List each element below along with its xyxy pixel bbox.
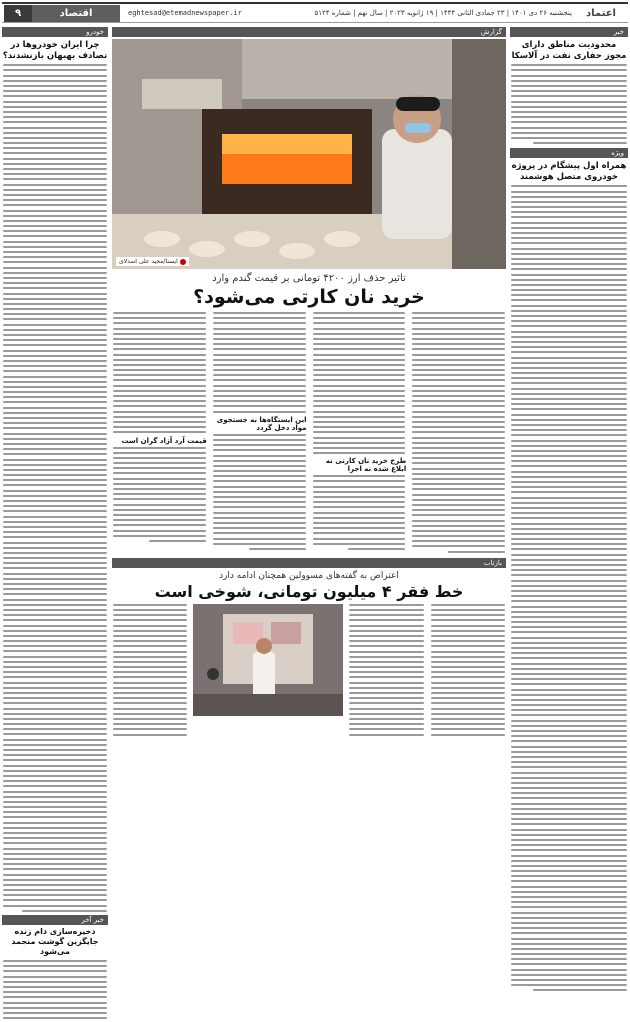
left-story1-headline: چرا ایران‌ خودروها در تصادف بهبهان بازنشدند؟ <box>2 40 108 61</box>
shop-photo-illustration <box>193 604 343 716</box>
left-story2-body <box>2 960 108 1019</box>
center-area <box>112 27 506 739</box>
right-story1-body <box>510 64 628 144</box>
main-subhead-1: قیمت آرد آزاد گران است <box>121 436 207 445</box>
right-story2-headline: همراه اول پیشگام در پروژه خودروی متصل هوشمند <box>511 161 627 182</box>
center-label-reflection: بازتاب <box>112 558 506 568</box>
main-kicker: تاثیر حذف ارز ۴۲۰۰ تومانی بر قیمت گندم وارد <box>212 273 406 284</box>
bakery-photo-illustration <box>112 39 506 269</box>
shop-photo <box>193 604 343 716</box>
center-label-report: گزارش <box>112 27 506 37</box>
section-email[interactable]: eghtesad@etemadnewspaper.ir <box>128 9 242 17</box>
photo-credit: ایسنا/مجید علی اسدلای <box>116 257 189 266</box>
page-number: ۹ <box>4 5 32 22</box>
second-headline: خط فقر ۴ میلیون تومانی، شوخی است <box>154 581 464 601</box>
main-subhead-3: طرح خرید نان کارتی نه ابلاغ شده نه اجرا <box>325 457 407 474</box>
main-story-body <box>112 312 506 556</box>
left-label-last: خبر آخر <box>2 915 108 925</box>
section-title: اقتصاد <box>32 5 120 22</box>
right-column <box>510 27 628 995</box>
second-story-row <box>112 604 506 739</box>
dateline: پنجشنبه ۲۶ دی ۱۴۰۱ | ۲۳ جمادی الثانی ۱۴۴۴ | ۱۹ ژانویه ۲۰۲۳ | سال نهم | شماره ۵۱۲۴ <box>314 9 572 17</box>
left-story1-body <box>2 64 108 912</box>
right-story2-body <box>510 185 628 991</box>
masthead <box>2 2 628 23</box>
left-label-car: خودرو <box>2 27 108 37</box>
left-story2-headline: دخیره‌سازی دام زنده جایگزین گوشت منجمد می‌شود <box>11 927 99 956</box>
right-label-special: ویژه <box>510 148 628 158</box>
agency-logo-icon <box>180 259 186 265</box>
main-subhead-2: این ایستگاه‌ها به جستجوی مواد دخل گردد <box>216 415 307 432</box>
left-column <box>2 27 108 1022</box>
right-label-news: خبر <box>510 27 628 37</box>
right-story1-headline: محدودیت مناطق دارای مجوز حفاری نفت در آلاسکا <box>511 40 627 61</box>
second-story-col-c <box>112 604 188 739</box>
second-kicker: اعتراض به گفته‌های مسوولین همچنان ادامه دارد <box>219 570 399 581</box>
newspaper-logo: اعتماد <box>586 7 616 19</box>
second-story-col-b <box>348 604 424 739</box>
bakery-photo <box>112 39 506 269</box>
main-headline: خرید نان کارتی می‌شود؟ <box>193 286 425 308</box>
second-story-col-a <box>430 604 506 739</box>
